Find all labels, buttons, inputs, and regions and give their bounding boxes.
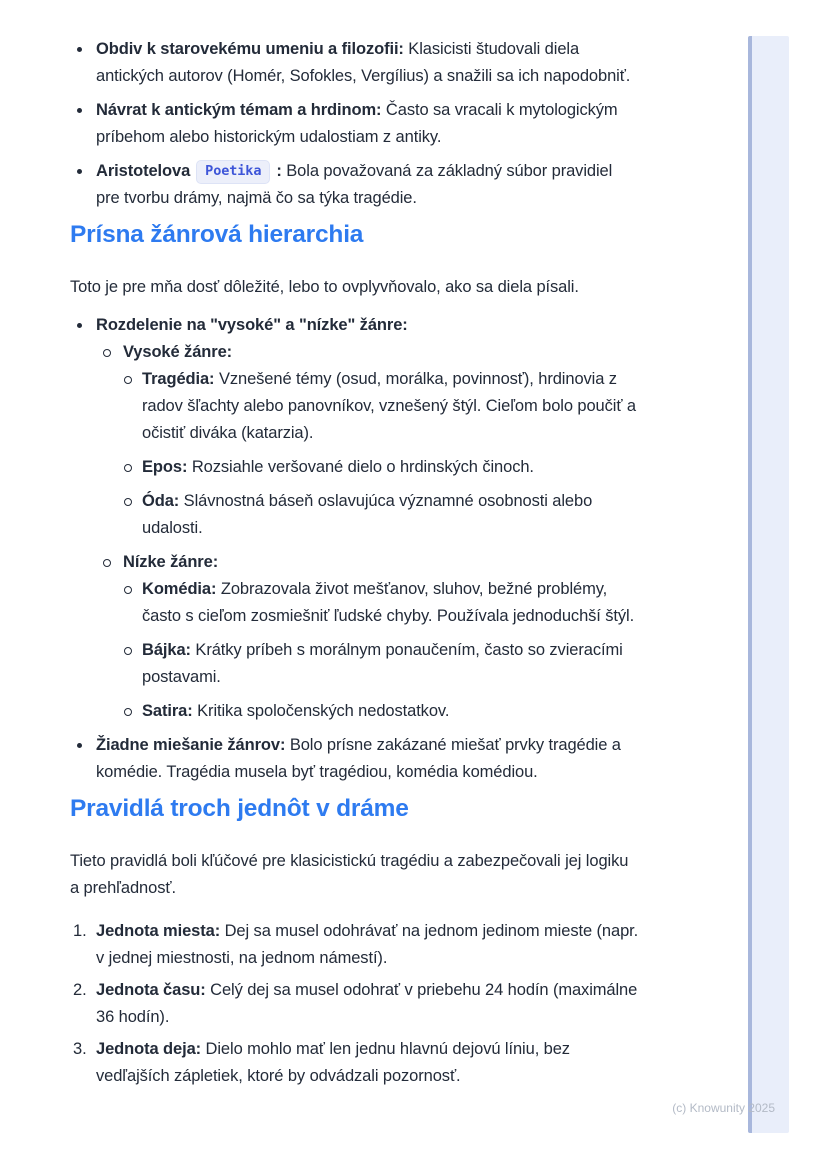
list-item-text: Krátky príbeh s morálnym ponaučením, často so zvieracími postavami. (142, 641, 623, 686)
bullet-dot-icon (77, 169, 82, 174)
bullet-dot-icon (77, 47, 82, 52)
list-item-lead: Tragédia: (142, 370, 215, 388)
list-item (96, 339, 640, 542)
list-item (123, 366, 640, 447)
list-item (123, 698, 640, 725)
list-item-text: Kritika spoločenských nedostatkov. (192, 702, 450, 720)
high-genres-list (123, 366, 640, 542)
list-item-lead: Jednota miesta: (96, 922, 221, 940)
intro-bullet-list (70, 36, 640, 212)
list-item-text: Zobrazovala život mešťanov, sluhov, bežné problémy, často s cieľom zosmiešniť ľudské chyby. Používala jednoduchší štýl. (142, 580, 635, 625)
list-number: 2. (73, 981, 87, 999)
list-item (70, 312, 640, 725)
list-item (70, 97, 640, 151)
list-item-text: Bola považovaná za základný súbor pravidiel pre tvorbu drámy, najmä čo sa týka tragédie. (96, 162, 613, 207)
list-item-lead: Jednota času: (96, 981, 206, 999)
list-item-text: Vznešené témy (osud, morálka, povinnosť), hrdinovia z radov šľachty alebo panovníkov, vznešený štýl. Cieľom bolo poučiť a očistiť diváka (katarzia). (142, 370, 636, 442)
bullet-dot-icon (77, 743, 82, 748)
unities-numbered-list (70, 918, 640, 1090)
bullet-dot-icon (77, 108, 82, 113)
list-item (96, 549, 640, 725)
list-item (123, 576, 640, 630)
list-item-lead: Žiadne miešanie žánrov: (96, 736, 286, 754)
list-item-lead: Aristotelova (96, 162, 191, 180)
list-item-text: Dej sa musel odohrávať na jednom jedinom mieste (napr. v jednej miestnosti, na jednom námestí). (96, 922, 639, 967)
list-item-lead: Obdiv k starovekému umeniu a filozofii: (96, 40, 404, 58)
list-number: 3. (73, 1040, 87, 1058)
numbered-list-item (70, 918, 640, 972)
list-item-text: Často sa vracali k mytologickým príbehom alebo historickým udalostiam z antiky. (96, 101, 618, 146)
list-item (70, 158, 640, 212)
bullet-circle-icon (103, 349, 111, 357)
list-item-text: Dielo mohlo mať len jednu hlavnú dejovú líniu, bez vedľajších zápletiek, ktoré by odvádzali pozornosť. (96, 1040, 570, 1085)
bullet-dot-icon (77, 323, 82, 328)
genre-bullet-list (70, 312, 640, 786)
list-item-lead: Epos: (142, 458, 188, 476)
numbered-list-item (70, 977, 640, 1031)
list-item-colon: : (276, 162, 282, 180)
section-heading-three-unities: Pravidlá troch jednôt v dráme (70, 795, 409, 822)
section-heading-genre-hierarchy: Prísna žánrová hierarchia (70, 221, 364, 248)
list-item-lead: Óda: (142, 492, 180, 510)
bullet-circle-icon (124, 498, 132, 506)
section-intro-text: Tieto pravidlá boli kľúčové pre klasicistickú tragédiu a zabezpečovali jej logiku a prehľadnosť. (70, 852, 629, 897)
list-item-lead: Satira: (142, 702, 193, 720)
bullet-circle-icon (124, 464, 132, 472)
list-item-lead: Komédia: (142, 580, 217, 598)
list-item (70, 732, 640, 786)
bullet-circle-icon (124, 708, 132, 716)
genre-sublist (96, 339, 640, 725)
list-item-lead: Rozdelenie na "vysoké" a "nízke" žánre: (96, 316, 408, 334)
list-item (123, 454, 640, 481)
list-item-lead: Nízke žánre: (123, 553, 219, 571)
list-item-text: Klasicisti študovali diela antických autorov (Homér, Sofokles, Vergílius) a snažili sa ich napodobniť. (96, 40, 631, 85)
document-content (70, 36, 640, 1095)
section-intro-text: Toto je pre mňa dosť dôležité, lebo to ovplyvňovalo, ako sa diela písali. (70, 278, 579, 296)
inline-code-chip: Poetika (196, 160, 270, 184)
list-item (123, 637, 640, 691)
page-scrollbar[interactable] (748, 36, 789, 1133)
list-item-text: Slávnostná báseň oslavujúca významné osobnosti alebo udalosti. (142, 492, 593, 537)
list-item-lead: Bájka: (142, 641, 191, 659)
bullet-circle-icon (103, 559, 111, 567)
list-item-text: Celý dej sa musel odohrať v priebehu 24 hodín (maximálne 36 hodín). (96, 981, 638, 1026)
list-item (70, 36, 640, 90)
list-item-text: Bolo prísne zakázané miešať prvky tragédie a komédie. Tragédia musela byť tragédiou, komédia komédiou. (96, 736, 621, 781)
list-number: 1. (73, 922, 87, 940)
bullet-circle-icon (124, 586, 132, 594)
bullet-circle-icon (124, 376, 132, 384)
list-item-lead: Jednota deja: (96, 1040, 202, 1058)
low-genres-list (123, 576, 640, 725)
numbered-list-item (70, 1036, 640, 1090)
list-item-text: Rozsiahle veršované dielo o hrdinských činoch. (187, 458, 534, 476)
list-item-lead: Návrat k antickým témam a hrdinom: (96, 101, 382, 119)
list-item (123, 488, 640, 542)
list-item-lead: Vysoké žánre: (123, 343, 233, 361)
bullet-circle-icon (124, 647, 132, 655)
footer-copyright: (c) Knowunity 2025 (672, 1101, 775, 1115)
